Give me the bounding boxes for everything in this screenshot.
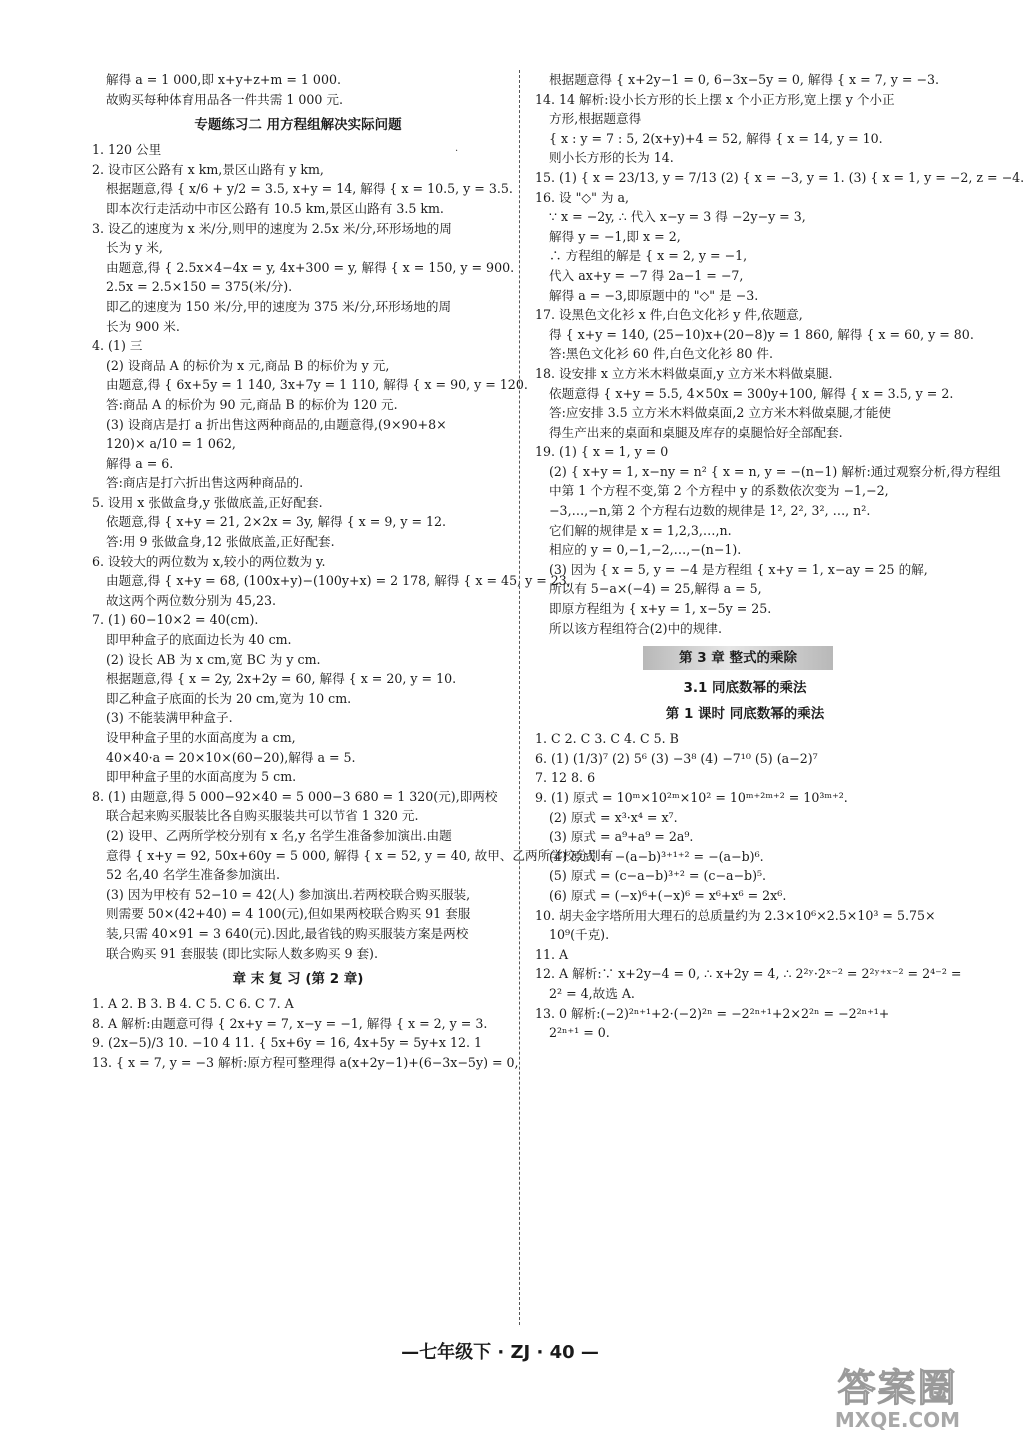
answer-line: 7. 12 8. 6: [535, 770, 596, 786]
answer-line: 即甲种盒子的底面边长为 40 cm.: [106, 632, 292, 648]
answer-line: 故这两个两位数分别为 45,23.: [106, 592, 276, 608]
answer-line: 装,只需 40×91 = 3 640(元).因此,最省钱的购买服装方案是两校: [106, 925, 469, 941]
answer-line: (2) { x+y = 1, x−ny = n² { x = n, y = −(n−1) 解析:通过观察分析,得方程组: [549, 463, 1001, 479]
answer-line: 故购买每种体育用品各一件共需 1 000 元.: [106, 91, 343, 107]
answer-line: 中第 1 个方程不变,第 2 个方程中 y 的系数依次变为 −1,−2,: [549, 483, 889, 499]
answer-line: 设甲种盒子里的水面高度为 a cm,: [106, 730, 296, 745]
answer-line: (3) 设商店是打 a 折出售这两种商品的,由题意得,(9×90+8×: [106, 416, 447, 432]
answer-line: 得 { x+y = 140, (25−10)x+(20−8)y = 1 860, 解得 { x = 60, y = 80.: [549, 326, 974, 342]
answer-line: 13. { x = 7, y = −3 解析:原方程可整理得 a(x+2y−1)+(6−3x−5y) = 0,: [92, 1054, 519, 1070]
answer-line: 1. A 2. B 3. B 4. C 5. C 6. C 7. A: [92, 996, 294, 1012]
answer-line: 答:商品 A 的标价为 90 元,商品 B 的标价为 120 元.: [106, 396, 398, 412]
section-heading: 章 末 复 习 (第 2 章): [232, 971, 364, 988]
answer-line: 答:黑色文化衫 60 件,白色文化衫 80 件.: [549, 346, 774, 362]
answer-line: 方形,根据题意得: [549, 111, 642, 127]
answer-line: 答:应安排 3.5 立方米木料做桌面,2 立方米木料做桌腿,才能使: [549, 405, 891, 421]
answer-line: 17. 设黑色文化衫 x 件,白色文化衫 y 件,依题意,: [535, 307, 803, 323]
answer-line: 则需要 50×(42+40) = 4 100(元),但如果两校联合购买 91 套服: [106, 906, 471, 922]
answer-line: (2) 设甲、乙两所学校分别有 x 名,y 名学生准备参加演出.由题: [106, 827, 452, 843]
answer-line: 联合购买 91 套服装 (即比实际人数多购买 9 套).: [106, 945, 378, 961]
answer-line: ∴ 方程组的解是 { x = 2, y = −1,: [549, 248, 748, 264]
answer-line: (3) 不能装满甲种盒子.: [106, 710, 233, 726]
answer-line: 12. A 解析:∵ x+2y−4 = 0, ∴ x+2y = 4, ∴ 2²ʸ·2ˣ⁻² = 2²ʸ⁺ˣ⁻² = 2⁴⁻² =: [535, 966, 962, 982]
answer-line: 6. (1) (1/3)⁷ (2) 5⁶ (3) −3⁸ (4) −7¹⁰ (5) (a−2)⁷: [535, 750, 818, 766]
answer-line: 即乙种盒子底面的长为 20 cm,宽为 10 cm.: [106, 690, 352, 706]
answer-line: 依题意,得 { x+y = 21, 2×2x = 3y, 解得 { x = 9, y = 12.: [106, 514, 447, 530]
answer-line: 3. 设乙的速度为 x 米/分,则甲的速度为 2.5x 米/分,环形场地的周: [92, 220, 452, 236]
answer-line: 由题意,得 { x+y = 68, (100x+y)−(100y+x) = 2 178, 解得 { x = 45, y = 23,: [106, 573, 571, 589]
answer-line: 根据题意,得 { x = 2y, 2x+2y = 60, 解得 { x = 20, y = 10.: [106, 671, 457, 687]
answer-line: 所以该方程组符合(2)中的规律.: [549, 620, 722, 636]
answer-line: 14. 14 解析:设小长方形的长上摆 x 个小正方形,宽上摆 y 个小正: [535, 91, 895, 107]
answer-line: 2² = 4,故选 A.: [549, 985, 635, 1001]
answer-line: 2²ⁿ⁺¹ = 0.: [549, 1025, 610, 1041]
answer-line: 答:商店是打六折出售这两种商品的.: [106, 475, 304, 491]
answer-line: 2.5x = 2.5×150 = 375(米/分).: [106, 279, 293, 295]
answer-line: 52 名,40 名学生准备参加演出.: [106, 867, 281, 883]
answer-line: 9. (2x−5)/3 10. −10 4 11. { 5x+6y = 16, 4x+5y = 5y+x 12. 1: [92, 1035, 483, 1051]
answer-line: 2. 设市区公路有 x km,景区山路有 y km,: [92, 161, 324, 177]
answer-line: 由题意,得 { 6x+5y = 1 140, 3x+7y = 1 110, 解得 { x = 90, y = 120.: [106, 377, 528, 393]
answer-line: −3,…,−n,第 2 个方程右边数的规律是 1², 2², 3², …, n².: [549, 503, 871, 519]
chapter-heading: 第 3 章 整式的乘除: [643, 646, 833, 670]
answer-line: 8. (1) 由题意,得 5 000−92×40 = 5 000−3 680 = 1 320(元),即两校: [92, 788, 498, 804]
answer-line: 解得 a = −3,即原题中的 "◇" 是 −3.: [549, 287, 759, 303]
answer-line: 所以有 5−a×(−4) = 25,解得 a = 5,: [549, 581, 762, 597]
answer-line: 由题意,得 { 2.5x×4−4x = y, 4x+300 = y, 解得 { x = 150, y = 900.: [106, 259, 515, 275]
answer-line: 16. 设 "◇" 为 a,: [535, 189, 630, 205]
page-footer: —七年级下 · ZJ · 40 —: [401, 1342, 599, 1363]
answer-line: (2) 设商品 A 的标价为 x 元,商品 B 的标价为 y 元,: [106, 357, 390, 373]
answer-line: 依题意得 { x+y = 5.5, 4×50x = 300y+100, 解得 { x = 3.5, y = 2.: [549, 385, 954, 401]
answer-line: 长为 900 米.: [106, 318, 180, 334]
answer-line: 5. 设用 x 张做盒身,y 张做底盖,正好配套.: [92, 494, 323, 510]
answer-line: (2) 原式 = x³·x⁴ = x⁷.: [549, 809, 678, 825]
answer-line: 答:用 9 张做盒身,12 张做底盖,正好配套.: [106, 534, 335, 550]
answer-line: 120)× a/10 = 1 062,: [106, 436, 236, 452]
answer-line: 即甲种盒子里的水面高度为 5 cm.: [106, 769, 297, 785]
answer-line: 解得 a = 1 000,即 x+y+z+m = 1 000.: [106, 72, 341, 87]
answer-line: (5) 原式 = (c−a−b)³⁺² = (c−a−b)⁵.: [549, 868, 767, 884]
answer-line: 长为 y 米,: [106, 240, 163, 256]
answer-line: 11. A: [535, 946, 569, 962]
answer-line: 1. 120 公里: [92, 142, 162, 158]
answer-line: 13. 0 解析:(−2)²ⁿ⁺¹+2·(−2)²ⁿ = −2²ⁿ⁺¹+2×2²ⁿ = −2²ⁿ⁺¹+: [535, 1005, 890, 1021]
right-column: [535, 70, 1024, 1043]
answer-line: (3) 因为 { x = 5, y = −4 是方程组 { x+y = 1, x−ay = 25 的解,: [549, 561, 928, 577]
answer-line: 意得 { x+y = 92, 50x+60y = 5 000, 解得 { x = 52, y = 40, 故甲、乙两所学校分别有: [106, 847, 614, 863]
answer-line: (4) 原式 = −(a−b)³⁺¹⁺² = −(a−b)⁶.: [549, 848, 764, 864]
watermark-logo: [810, 1368, 985, 1434]
answer-line: 40×40·a = 20×10×(60−20),解得 a = 5.: [106, 749, 356, 765]
column-divider: [519, 70, 520, 1325]
watermark-text: 答案圈: [837, 1366, 958, 1410]
pen-mark: ·: [455, 146, 459, 157]
answer-line: (3) 因为甲校有 52−10 = 42(人) 参加演出.若两校联合购买服装,: [106, 886, 471, 902]
answer-line: 19. (1) { x = 1, y = 0: [535, 444, 669, 460]
answer-line: 根据题意,得 { x/6 + y/2 = 3.5, x+y = 14, 解得 { x = 10.5, y = 3.5.: [106, 181, 513, 197]
answer-line: 10⁹(千克).: [549, 927, 610, 943]
answer-line: 即乙的速度为 150 米/分,甲的速度为 375 米/分,环形场地的周: [106, 298, 452, 314]
section-heading: 专题练习二 用方程组解决实际问题: [194, 117, 402, 134]
watermark-url: MXQE.COM: [834, 1408, 961, 1432]
answer-line: 得生产出来的桌面和桌腿及库存的桌腿恰好全部配套.: [549, 424, 843, 440]
answer-line: 18. 设安排 x 立方米木料做桌面,y 立方米木料做桌腿.: [535, 365, 833, 381]
answer-line: 1. C 2. C 3. C 4. C 5. B: [535, 731, 679, 747]
answer-line: 根据题意得 { x+2y−1 = 0, 6−3x−5y = 0, 解得 { x = 7, y = −3.: [549, 72, 939, 87]
answer-line: (2) 设长 AB 为 x cm,宽 BC 为 y cm.: [106, 651, 321, 667]
answer-line: (6) 原式 = (−x)⁶+(−x)⁶ = x⁶+x⁶ = 2x⁶.: [549, 887, 787, 903]
answer-line: 15. (1) { x = 23/13, y = 7/13 (2) { x = −3, y = 1. (3) { x = 1, y = −2, z = −4.: [535, 169, 1024, 185]
answer-line: 相应的 y = 0,−1,−2,…,−(n−1).: [549, 542, 742, 558]
answer-line: 10. 胡夫金字塔所用大理石的总质量约为 2.3×10⁶×2.5×10³ = 5.75×: [535, 907, 936, 923]
answer-line: 联合起来购买服装比各自购买服装共可以节省 1 320 元.: [106, 808, 419, 824]
answer-line: 6. 设较大的两位数为 x,较小的两位数为 y.: [92, 553, 326, 569]
answer-line: { x : y = 7 : 5, 2(x+y)+4 = 52, 解得 { x = 14, y = 10.: [549, 130, 883, 146]
section-heading: 第 1 课时 同底数幂的乘法: [665, 706, 825, 723]
answer-line: 代入 ax+y = −7 得 2a−1 = −7,: [549, 267, 744, 283]
answer-line: 即原方程组为 { x+y = 1, x−5y = 25.: [549, 601, 772, 617]
answer-line: 4. (1) 三: [92, 338, 143, 354]
answer-line: 8. A 解析:由题意可得 { 2x+y = 7, x−y = −1, 解得 { x = 2, y = 3.: [92, 1015, 488, 1031]
answer-line: 解得 y = −1,即 x = 2,: [549, 228, 681, 244]
section-heading: 3.1 同底数幂的乘法: [683, 680, 807, 697]
answer-line: 解得 a = 6.: [106, 455, 174, 471]
answer-line: 9. (1) 原式 = 10ᵐ×10²ᵐ×10² = 10ᵐ⁺²ᵐ⁺² = 10³ᵐ⁺².: [535, 790, 848, 805]
answer-line: 则小长方形的长为 14.: [549, 150, 674, 166]
answer-line: 7. (1) 60−10×2 = 40(cm).: [92, 612, 259, 628]
answer-line: (3) 原式 = a⁹+a⁹ = 2a⁹.: [549, 829, 694, 845]
answer-line: 即本次行走活动中市区公路有 10.5 km,景区山路有 3.5 km.: [106, 200, 444, 216]
answer-line: 它们解的规律是 x = 1,2,3,…,n.: [549, 522, 732, 538]
answer-line: ∵ x = −2y, ∴ 代入 x−y = 3 得 −2y−y = 3,: [549, 209, 806, 225]
